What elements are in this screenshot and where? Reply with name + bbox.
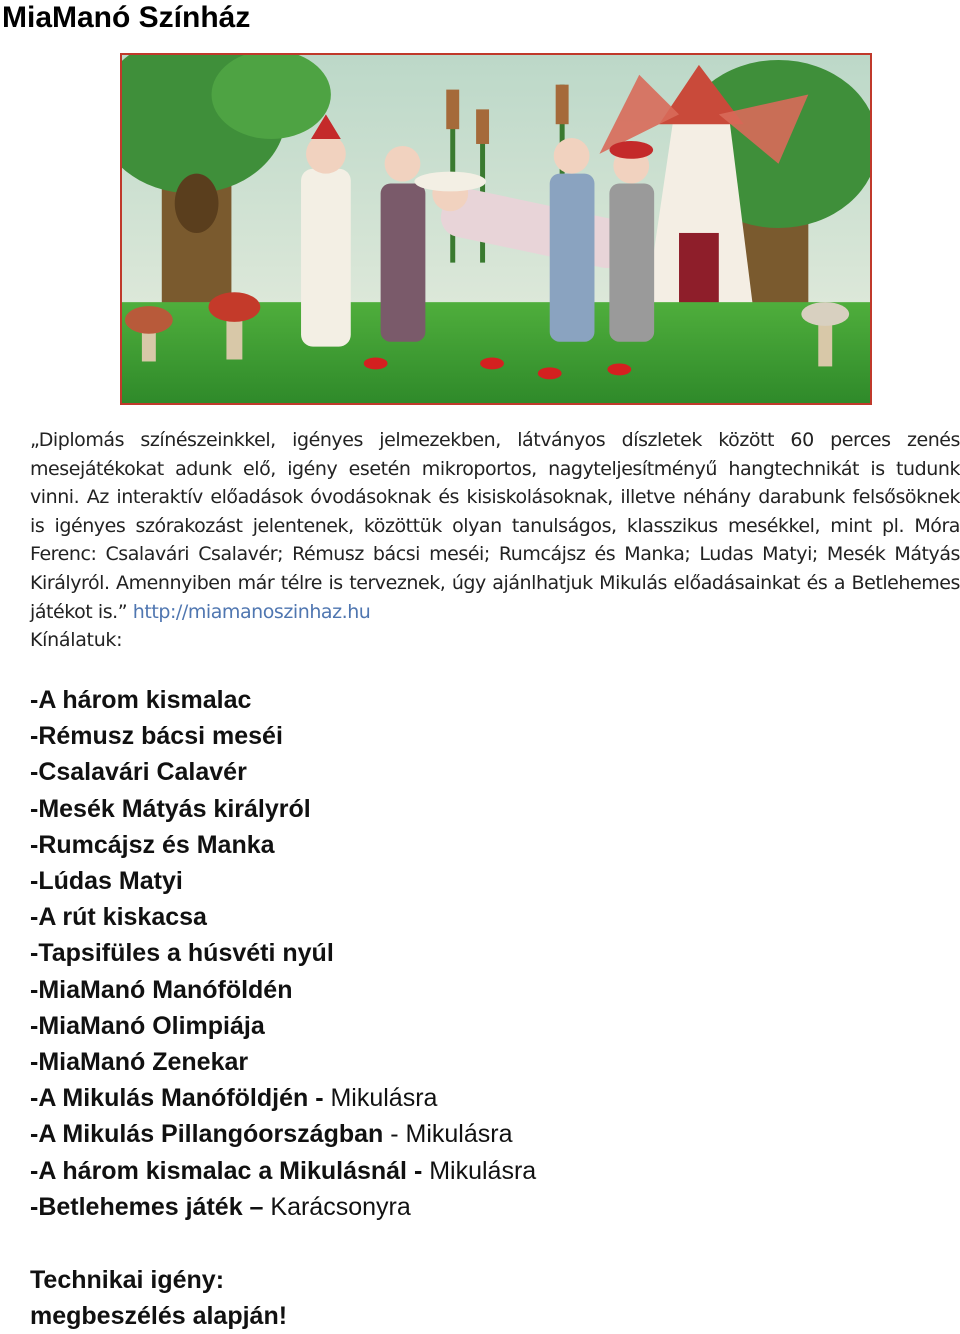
show-item (30, 1153, 536, 1189)
show-item (30, 1044, 536, 1080)
show-title: -A három kismalac (30, 686, 252, 714)
show-item (30, 1189, 536, 1225)
show-occasion: Karácsonyra (270, 1192, 411, 1221)
intro-paragraph (30, 426, 960, 626)
show-title: -MiaManó Manóföldén (30, 975, 293, 1004)
show-title: -Betlehemes játék – (30, 1192, 271, 1221)
technical-value: megbeszélés alapján! (30, 1302, 288, 1330)
show-title: -Mesék Mátyás királyról (30, 794, 311, 823)
show-title: -Rémusz bácsi meséi (30, 722, 283, 751)
show-item (30, 972, 536, 1008)
show-title: -A rút kiskacsa (30, 903, 207, 932)
technical-title: Technikai igény: (30, 1266, 225, 1294)
offer-label: Kínálatuk: (30, 629, 123, 651)
show-item (30, 935, 536, 971)
show-item (30, 682, 536, 718)
theatre-photo (120, 53, 872, 405)
website-link[interactable]: http://miamanoszinhaz.hu (132, 600, 371, 623)
show-item (30, 899, 536, 935)
show-item (30, 754, 536, 790)
show-title: -Csalavári Calavér (30, 758, 247, 787)
show-item (30, 827, 536, 863)
intro-text: „Diplomás színészeinkkel, igényes jelmezekben, látványos díszletek között 60 perces zenés mesejátékokat adunk elő, igény esetén mikroportos, nagyteljesítményű hangtechnikát is tudunk vinni. Az interaktív előadások óvodásoknak és kisiskolásoknak, illetve néhány darabunk felsősöknek is igényes szórakozást jelentenek, közöttük olyan tanulságos, klasszikus mesékkel, mint pl. Móra Ferenc: Csalavári Csalavér; Rémusz bácsi meséi; Rumcájsz és Manka; Ludas Matyi; Mesék Mátyás Királyról. Amennyiben már télre is terveznek, úgy ajánlhatjuk Mikulás előadásainkat és a Betlehemes játékot is.” (30, 429, 960, 623)
show-item (30, 1080, 536, 1116)
show-title: -Rumcájsz és Manka (30, 830, 275, 859)
theatre-photo-illustration (122, 55, 870, 403)
page-title: MiaManó Színház (2, 1, 251, 34)
show-title: -MiaManó Olimpiája (30, 1011, 265, 1040)
show-item (30, 718, 536, 754)
show-occasion: - Mikulásra (383, 1120, 513, 1149)
show-item (30, 863, 536, 899)
show-title: -Lúdas Matyi (30, 867, 183, 896)
show-title: -Tapsifüles a húsvéti nyúl (30, 939, 334, 968)
show-title: -A Mikulás Manóföldjén - (30, 1084, 331, 1113)
show-title: -MiaManó Zenekar (30, 1048, 249, 1077)
show-title: -A Mikulás Pillangóországban (30, 1120, 384, 1149)
show-item (30, 1008, 536, 1044)
show-item (30, 791, 536, 827)
show-title: -A három kismalac a Mikulásnál - (30, 1156, 430, 1185)
show-occasion: Mikulásra (429, 1156, 537, 1185)
show-item (30, 1116, 536, 1152)
show-occasion: Mikulásra (330, 1084, 438, 1113)
show-list (30, 682, 536, 1225)
